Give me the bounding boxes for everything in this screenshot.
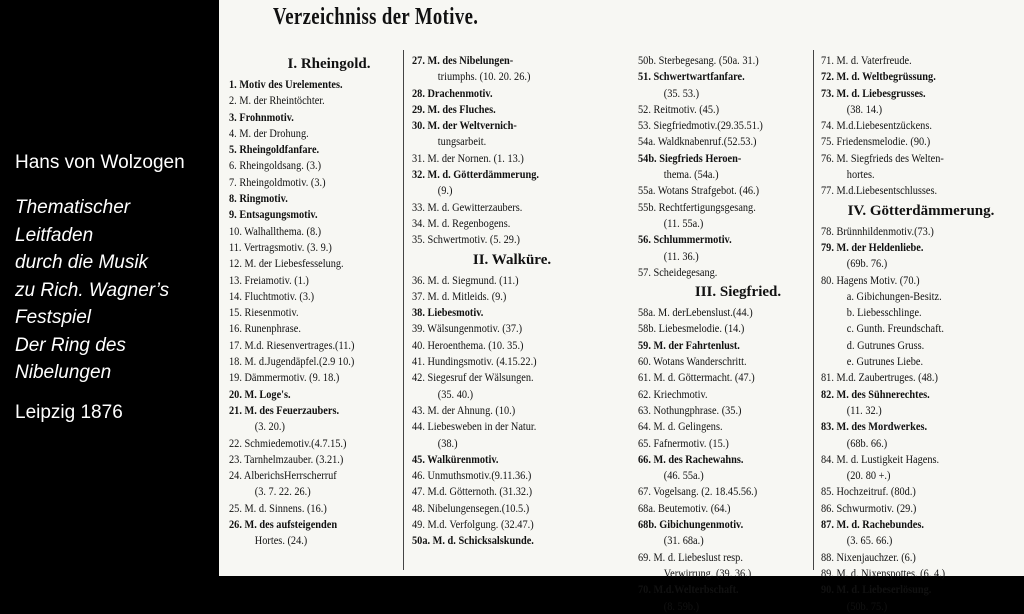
motif-entry: 1. Motiv des Urelementes. — [229, 77, 343, 91]
motif-entry: 19. Dämmermotiv. (9. 18.) — [229, 370, 340, 385]
motif-entry: 17. M.d. Riesenvertrages.(11.) — [229, 337, 355, 352]
motif-entry: hortes. — [846, 167, 875, 182]
section-heading: II. Walküre. — [472, 251, 552, 268]
motif-entry: 90. M. d. Liebeserlösung. — [821, 582, 932, 597]
motif-entry: 30. M. der Weltvernich- — [412, 118, 517, 133]
motif-entry: 43. M. der Ahnung. (10.) — [412, 402, 516, 417]
motif-entry: 36. M. d. Siegmund. (11.) — [412, 272, 519, 287]
motif-entry: 41. Hundingsmotiv. (4.15.22.) — [412, 354, 537, 369]
motif-entry: 52. Reitmotiv. (45.) — [638, 101, 720, 116]
motif-entry: 70. M.d.Welterbschaft. — [638, 582, 739, 597]
motif-entry: 47. M.d. Götternoth. (31.32.) — [412, 484, 533, 499]
title-line: Der Ring des — [15, 334, 126, 356]
caption-panel — [0, 0, 219, 576]
title-line: Leitfaden — [15, 224, 94, 246]
scanned-page — [219, 0, 1024, 613]
motif-entry: (11. 55a.) — [663, 215, 704, 230]
section-heading: III. Siegfried. — [694, 284, 782, 301]
publication-place-year: Leipzig 1876 — [15, 402, 123, 423]
section-heading: IV. Götterdämmerung. — [847, 202, 995, 219]
motif-entry: 60. Wotans Wanderschritt. — [638, 354, 747, 369]
motif-entry: 66. M. des Rachewahns. — [638, 451, 744, 466]
book-title — [15, 194, 169, 387]
motif-entry: 26. M. des aufsteigenden — [229, 517, 338, 532]
motif-entry: 54a. Waldknabenruf.(52.53.) — [638, 134, 757, 149]
motif-entry: 10. Walhallthema. (8.) — [229, 223, 322, 238]
motif-entry: 55a. Wotans Strafgebot. (46.) — [638, 183, 760, 198]
motif-entry: 62. Kriechmotiv. — [638, 386, 708, 401]
motif-entry: (31. 68a.) — [663, 533, 704, 548]
motif-entry: 46. Unmuthsmotiv.(9.11.36.) — [412, 468, 532, 483]
motif-entry: (11. 32.) — [846, 402, 882, 417]
motif-entry: 27. M. des Nibelungen- — [412, 53, 514, 67]
motif-entry: (46. 55a.) — [663, 468, 704, 483]
motif-entry: (20. 80 +.) — [846, 468, 891, 483]
motif-entry: 75. Friedensmelodie. (90.) — [821, 134, 931, 149]
motif-entry: 80. Hagens Motiv. (70.) — [821, 272, 920, 287]
motif-entry: (3. 20.) — [254, 419, 285, 434]
motif-entry: 71. M. d. Vaterfreude. — [821, 53, 912, 67]
motif-entry: 48. Nibelungensegen.(10.5.) — [412, 500, 530, 515]
motif-entry: (8. 59b.) — [663, 598, 700, 613]
motif-entry: (38.) — [437, 435, 458, 450]
motif-entry: tungsarbeit. — [437, 134, 487, 149]
motif-entry: 72. M. d. Weltbegrüssung. — [821, 69, 936, 84]
motif-entry: 16. Runenphrase. — [229, 321, 301, 336]
motif-entry: (9.) — [437, 183, 453, 198]
motif-entry: 55b. Rechtfertigungsgesang. — [638, 199, 756, 214]
motif-entry: 33. M. d. Gewitterzaubers. — [412, 199, 523, 214]
motif-entry: thema. (54a.) — [663, 167, 719, 182]
motif-column-3 — [638, 52, 838, 614]
motif-entry: 28. Drachenmotiv. — [412, 85, 493, 100]
motif-entry: (11. 36.) — [663, 248, 699, 263]
motif-entry: 21. M. des Feuerzaubers. — [229, 402, 340, 417]
motif-entry: 61. M. d. Göttermacht. (47.) — [638, 370, 755, 385]
motif-entry: 45. Walkürenmotiv. — [412, 451, 499, 466]
motif-entry: 20. M. Loge's. — [229, 386, 291, 401]
motif-entry: (38. 14.) — [846, 101, 883, 116]
title-line: Festspiel — [15, 307, 92, 328]
motif-entry: 18. M. d.Jugendäpfel.(2.9 10.) — [229, 354, 355, 369]
motif-entry: 44. Liebesweben in der Natur. — [412, 419, 537, 434]
motif-entry: a. Gibichungen-Besitz. — [846, 288, 942, 303]
motif-entry: 49. M.d. Verfolgung. (32.47.) — [412, 517, 534, 532]
motif-entry: 82. M. des Sühnerechtes. — [821, 386, 930, 401]
motif-entry: 58a. M. derLebenslust.(44.) — [638, 305, 753, 320]
motif-entry: 76. M. Siegfrieds des Welten- — [821, 150, 944, 165]
title-line: Nibelungen — [15, 362, 112, 383]
motif-entry: (3. 7. 22. 26.) — [254, 484, 311, 499]
motif-entry: 35. Schwertmotiv. (5. 29.) — [412, 232, 520, 247]
motif-entry: 39. Wälsungenmotiv. (37.) — [412, 321, 523, 336]
motif-entry: 11. Vertragsmotiv. (3. 9.) — [229, 239, 332, 254]
motif-entry: (35. 53.) — [663, 85, 700, 100]
motif-entry: 5. Rheingoldfanfare. — [229, 142, 320, 157]
motif-entry: 2. M. der Rheintöchter. — [229, 93, 325, 108]
motif-entry: 78. Brünnhildenmotiv.(73.) — [821, 223, 934, 238]
motif-entry: b. Liebesschlinge. — [846, 305, 922, 320]
motif-entry: 50a. M. d. Schicksalskunde. — [412, 533, 534, 548]
motif-entry: 84. M. d. Lustigkeit Hagens. — [821, 451, 940, 466]
motif-entry: (68b. 66.) — [846, 435, 888, 450]
motif-entry: 3. Frohnmotiv. — [229, 109, 294, 124]
motif-entry: 38. Liebesmotiv. — [412, 305, 484, 320]
motif-entry: 42. Siegesruf der Wälsungen. — [412, 370, 534, 385]
motif-entry: 4. M. der Drohung. — [229, 125, 309, 140]
motif-entry: 73. M. d. Liebesgrusses. — [821, 85, 926, 100]
motif-entry: 53. Siegfriedmotiv.(29.35.51.) — [638, 118, 763, 133]
motif-entry: Hortes. (24.) — [254, 533, 308, 548]
motif-entry: 74. M.d.Liebesentzückens. — [821, 118, 932, 133]
motif-entry: 83. M. des Mordwerkes. — [821, 419, 928, 434]
motif-entry: 69. M. d. Liebeslust resp. — [638, 549, 743, 564]
motif-entry: 67. Vogelsang. (2. 18.45.56.) — [638, 484, 758, 499]
motif-entry: 23. Tarnhelmzauber. (3.21.) — [229, 451, 344, 466]
motif-entry: 8. Ringmotiv. — [229, 191, 288, 206]
motif-entry: 32. M. d. Götterdämmerung. — [412, 167, 539, 182]
motif-entry: 13. Freiamotiv. (1.) — [229, 272, 309, 287]
motif-entry: 9. Entsagungsmotiv. — [229, 207, 318, 222]
motif-entry: 87. M. d. Rachebundes. — [821, 517, 924, 532]
motif-entry: 64. M. d. Gelingens. — [638, 419, 723, 434]
motif-entry: 24. AlberichsHerrscherruf — [229, 468, 337, 483]
motif-entry: 77. M.d.Liebesentschlusses. — [821, 183, 938, 198]
motif-entry: 85. Hochzeitruf. (80d.) — [821, 484, 916, 499]
motif-entry: 57. Scheidegesang. — [638, 264, 718, 279]
motif-entry: (50b. 75.) — [846, 598, 888, 613]
author-name: Hans von Wolzogen — [15, 152, 185, 173]
motif-entry: triumphs. (10. 20. 26.) — [437, 69, 531, 84]
motif-entry: 68b. Gibichungenmotiv. — [638, 517, 744, 532]
page-heading: Verzeichniss der Motive. — [273, 4, 479, 30]
motif-entry: 63. Nothungphrase. (35.) — [638, 402, 742, 417]
motif-entry: 51. Schwertwartfanfare. — [638, 69, 745, 84]
section-heading: I. Rheingold. — [287, 56, 371, 72]
motif-entry: 25. M. d. Sinnens. (16.) — [229, 500, 327, 515]
motif-column-2 — [412, 52, 612, 549]
motif-entry: 56. Schlummermotiv. — [638, 232, 732, 247]
motif-column-1 — [229, 52, 429, 549]
motif-column-4 — [821, 52, 1021, 614]
title-line: zu Rich. Wagner’s — [15, 279, 170, 301]
motif-entry: 22. Schmiedemotiv.(4.7.15.) — [229, 435, 347, 450]
motif-entry: 65. Fafnermotiv. (15.) — [638, 435, 729, 450]
motif-entry: 89. M. d. Nixenspottes. (6. 4.) — [821, 565, 946, 580]
motif-entry: 29. M. des Fluches. — [412, 101, 496, 116]
motif-entry: 6. Rheingoldsang. (3.) — [229, 158, 322, 173]
motif-entry: 14. Fluchtmotiv. (3.) — [229, 288, 315, 303]
motif-entry: (35. 40.) — [437, 386, 474, 401]
motif-entry: 81. M.d. Zaubertruges. (48.) — [821, 370, 938, 385]
motif-entry: 15. Riesenmotiv. — [229, 305, 299, 320]
title-line: Thematischer — [15, 197, 131, 218]
motif-entry: e. Gutrunes Liebe. — [846, 354, 924, 369]
motif-entry: 40. Heroenthema. (10. 35.) — [412, 337, 524, 352]
motif-entry: 58b. Liebesmelodie. (14.) — [638, 321, 745, 336]
motif-entry: (69b. 76.) — [846, 256, 888, 271]
motif-entry: (3. 65. 66.) — [846, 533, 893, 548]
motif-entry: 54b. Siegfrieds Heroen- — [638, 150, 742, 165]
motif-entry: 79. M. der Heldenliebe. — [821, 239, 924, 254]
motif-entry: 31. M. der Nornen. (1. 13.) — [412, 150, 524, 165]
motif-entry: 37. M. d. Mitleids. (9.) — [412, 288, 507, 303]
motif-entry: 7. Rheingoldmotiv. (3.) — [229, 174, 326, 189]
motif-entry: Verwirrung. (39. 36.) — [663, 565, 752, 580]
motif-entry: 50b. Sterbegesang. (50a. 31.) — [638, 53, 759, 67]
motif-entry: 12. M. der Liebesfesselung. — [229, 256, 344, 271]
motif-entry: 68a. Beutemotiv. (64.) — [638, 500, 731, 515]
motif-entry: 86. Schwurmotiv. (29.) — [821, 500, 917, 515]
motif-entry: d. Gutrunes Gruss. — [846, 337, 925, 352]
motif-entry: 34. M. d. Regenbogens. — [412, 215, 511, 230]
motif-entry: 88. Nixenjauchzer. (6.) — [821, 549, 916, 564]
motif-entry: 59. M. der Fahrtenlust. — [638, 337, 740, 352]
motif-entry: c. Gunth. Freundschaft. — [846, 321, 944, 336]
title-line: durch die Musik — [15, 252, 149, 273]
